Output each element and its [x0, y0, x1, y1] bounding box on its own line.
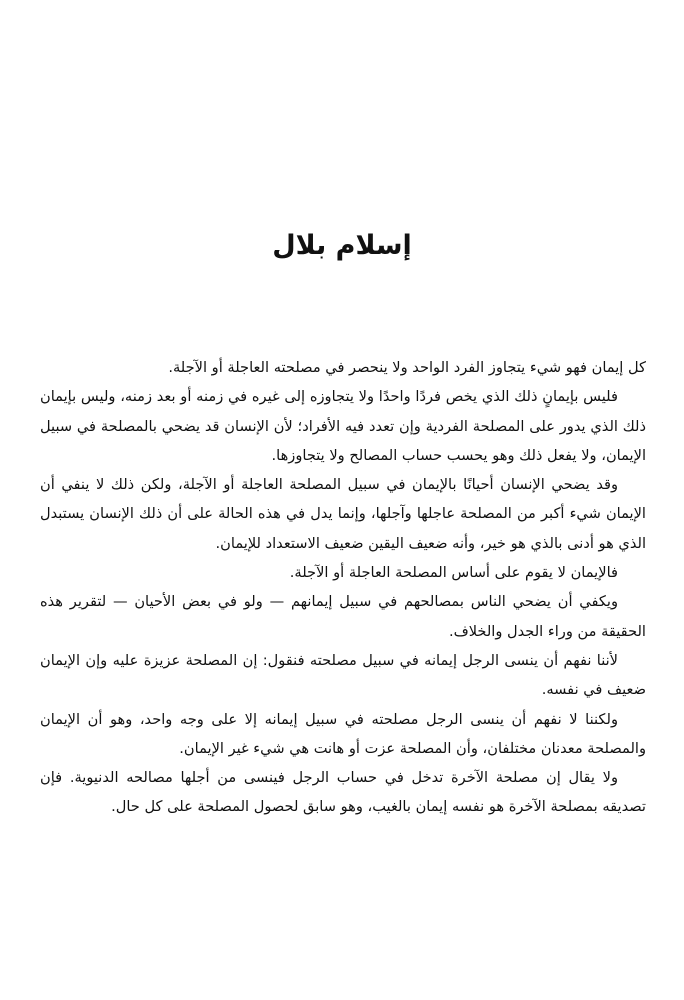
chapter-title: إسلام بلال: [272, 230, 412, 262]
chapter-body: [40, 353, 646, 822]
paragraph-4: فالإيمان لا يقوم على أساس المصلحة العاجلة أو الآجلة.: [289, 564, 618, 582]
paragraph-8: ولا يقال إن مصلحة الآخرة تدخل في حساب الرجل فينسى من أجلها مصالحه الدنيوية. فإن تصديقه بمصلحة الآخرة هو نفسه إيمان بالغيب، وهو سابق لحصول المصلحة على كل حال.: [40, 769, 646, 816]
paragraph-2: فليس بإيمانٍ ذلك الذي يخص فردًا واحدًا ولا يتجاوزه إلى غيره في زمنه أو بعد زمنه، وليس بإيمان ذلك الذي يدور على المصلحة الفردية وإن تعدد فيه الأفراد؛ لأن الإنسان قد يضحي بالمصلحة في سبيل الإيمان، ولا يفعل ذلك وهو يحسب حساب المصالح ولا يتجاوزها.: [40, 388, 646, 464]
paragraph-7: ولكننا لا نفهم أن ينسى الرجل مصلحته في سبيل إيمانه إلا على وجه واحد، وهو أن الإيمان والمصلحة معدنان مختلفان، وأن المصلحة عزت أو هانت هي شيء غير الإيمان.: [40, 710, 646, 757]
paragraph-6: لأننا نفهم أن ينسى الرجل إيمانه في سبيل مصلحته فنقول: إن المصلحة عزيزة عليه وإن الإيمان ضعيف في نفسه.: [40, 651, 646, 699]
paragraph-5: ويكفي أن يضحي الناس بمصالحهم في سبيل إيمانهم — ولو في بعض الأحيان — لتقرير هذه الحقيقة من وراء الجدل والخلاف.: [40, 593, 646, 640]
paragraph-1: كل إيمان فهو شيء يتجاوز الفرد الواحد ولا ينحصر في مصلحته العاجلة أو الآجلة.: [168, 359, 646, 376]
paragraph-3: وقد يضحي الإنسان أحيانًا بالإيمان في سبيل المصلحة العاجلة أو الآجلة، ولكن ذلك لا ينفي أن الإيمان شيء أكبر من المصلحة عاجلها وآجلها، وإنما يدل في هذه الحالة على أن ذلك الإنسان يستبدل الذي هو أدنى بالذي هو خير، وأنه ضعيف اليقين ضعيف الاستعداد للإيمان.: [40, 476, 646, 552]
